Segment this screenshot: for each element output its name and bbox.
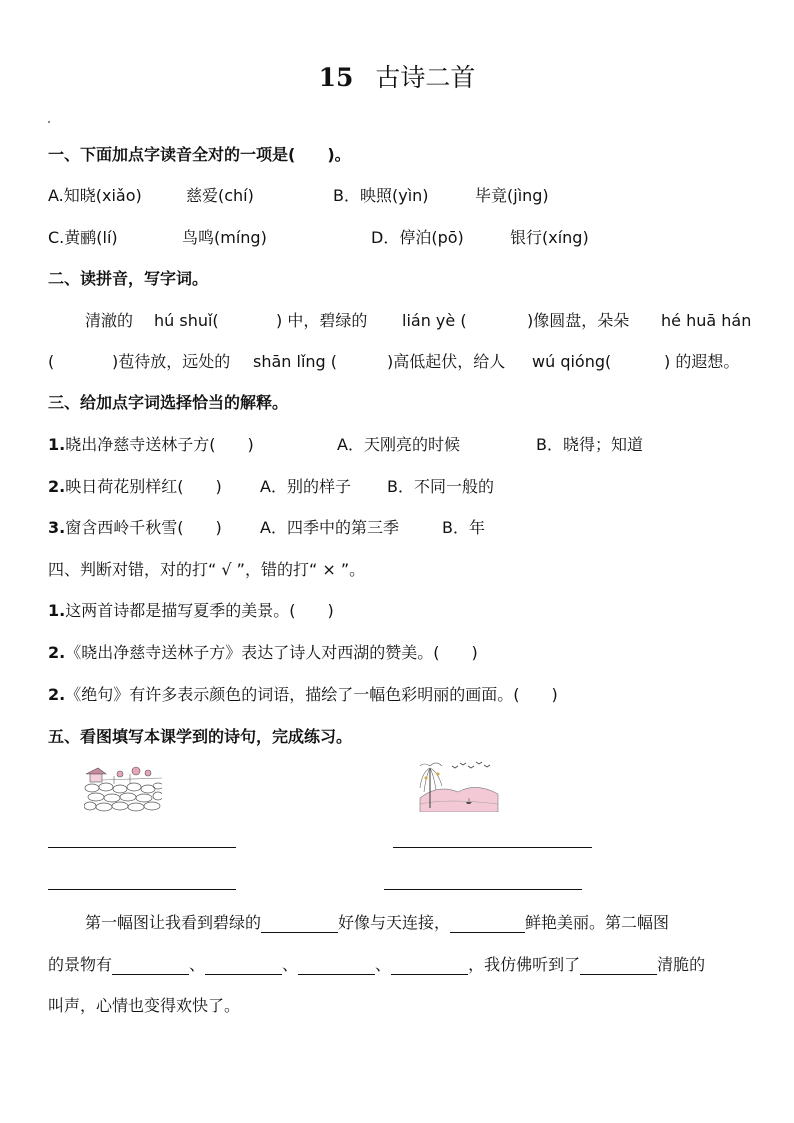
q2-line1-text3: )像圆盘，朵朵	[527, 311, 630, 330]
q5-para-sep-1: 、	[189, 955, 206, 974]
stray-dot	[48, 121, 50, 123]
q4-item-3	[48, 685, 558, 705]
q2-line2-text4: ) 的遐想。	[664, 352, 740, 371]
q4-item-3-num: 2.	[48, 685, 66, 704]
fill-blank-3[interactable]	[112, 956, 189, 975]
fill-blank-5[interactable]	[298, 956, 375, 975]
q3-item-2-text: 映日荷花别样红( )	[65, 477, 222, 496]
q2-pinyin-wuqiong: wú qióng(	[532, 352, 612, 371]
q3-item-2-num: 2.	[48, 477, 66, 496]
q5-para-line-3: 叫声，心情也变得欢快了。	[48, 996, 241, 1015]
q1-option-c: C.黄鹂(lí)	[48, 228, 118, 247]
poem-answer-line-4[interactable]	[384, 889, 582, 890]
q1-heading: 一、下面加点字读音全对的一项是( )。	[48, 145, 351, 164]
q3-item-2-option-a: A．别的样子	[260, 477, 351, 496]
q4-item-2-num: 2.	[48, 643, 66, 662]
q1-option-b-2: 毕竟(jìng)	[475, 186, 549, 205]
q4-item-1	[48, 601, 334, 621]
fill-blank-1[interactable]	[261, 914, 338, 933]
fill-blank-4[interactable]	[205, 956, 282, 975]
q3-item-2	[48, 477, 222, 497]
page-title	[0, 58, 794, 94]
q3-item-1	[48, 435, 254, 455]
q3-item-1-option-a: A．天刚亮的时候	[337, 435, 460, 454]
q1-option-a-2: 慈爱(chí)	[186, 186, 254, 205]
fill-blank-6[interactable]	[391, 956, 468, 975]
q3-heading: 三、给加点字词选择恰当的解释。	[48, 393, 289, 412]
q2-line1-text1: 清澈的	[85, 311, 134, 330]
q2-pinyin-lianye: lián yè (	[402, 311, 467, 330]
q2-pinyin-hushui: hú shuǐ(	[154, 311, 219, 330]
q5-para-line-2	[48, 955, 705, 975]
q3-item-3-num: 3.	[48, 518, 66, 537]
q2-pinyin-shanling: shān lǐng (	[253, 352, 338, 371]
q2-heading: 二、读拼音，写字词。	[48, 269, 209, 288]
q1-option-d: D．停泊(pō)	[371, 228, 464, 247]
fill-blank-2[interactable]	[450, 914, 525, 933]
lesson-number: 15	[318, 63, 354, 92]
q1-option-b: B．映照(yìn)	[333, 186, 429, 205]
q5-para-text-1: 第一幅图让我看到碧绿的	[85, 913, 262, 932]
q4-item-1-text: 这两首诗都是描写夏季的美景。( )	[65, 601, 334, 620]
q2-line2-text3: )高低起伏，给人	[387, 352, 506, 371]
q5-para-text-2: 好像与天连接，	[338, 913, 451, 932]
q2-line2-text1: (	[48, 352, 55, 371]
q2-pinyin-hehuahan: hé huā hán	[661, 311, 752, 330]
fill-blank-7[interactable]	[580, 956, 657, 975]
willow-river-picture	[418, 758, 500, 812]
poem-answer-line-1[interactable]	[48, 847, 236, 848]
q5-para-text-5: ，我仿佛听到了	[468, 955, 581, 974]
poem-answer-line-3[interactable]	[48, 889, 236, 890]
q3-item-3-option-a: A．四季中的第三季	[260, 518, 399, 537]
q1-option-d-2: 银行(xíng)	[510, 228, 589, 247]
q4-item-2-text: 《晓出净慈寺送林子方》表达了诗人对西湖的赞美。( )	[65, 643, 478, 662]
q3-item-2-option-b: B．不同一般的	[387, 477, 494, 496]
q2-line2-text2: )苞待放，远处的	[112, 352, 231, 371]
q1-option-a: A.知晓(xiǎo)	[48, 186, 142, 205]
q1-option-c-2: 鸟鸣(míng)	[182, 228, 267, 247]
q3-item-1-text: 晓出净慈寺送林子方( )	[65, 435, 254, 454]
q4-item-3-text: 《绝句》有许多表示颜色的词语，描绘了一幅色彩明丽的画面。( )	[65, 685, 558, 704]
q3-item-3-option-b: B．年	[442, 518, 485, 537]
q3-item-3-text: 窗含西岭千秋雪( )	[65, 518, 222, 537]
lesson-title: 古诗二首	[375, 63, 476, 92]
poem-answer-line-2[interactable]	[393, 847, 592, 848]
q4-item-2	[48, 643, 478, 663]
q5-heading: 五、看图填写本课学到的诗句，完成练习。	[48, 727, 353, 746]
q5-para-text-6: 清脆的	[657, 955, 706, 974]
q3-item-1-num: 1.	[48, 435, 66, 454]
q2-line1-text2: ) 中，碧绿的	[276, 311, 368, 330]
q4-heading: 四、判断对错，对的打“ √ ”，错的打“ × ”。	[48, 560, 366, 579]
q5-para-sep-3: 、	[375, 955, 392, 974]
q5-para-text-4: 的景物有	[48, 955, 113, 974]
q4-item-1-num: 1.	[48, 601, 66, 620]
q5-para-sep-2: 、	[282, 955, 299, 974]
q5-para-line-1	[85, 913, 669, 933]
lotus-pond-picture	[84, 762, 162, 812]
q5-para-text-3: 鲜艳美丽。第二幅图	[525, 913, 670, 932]
q3-item-3	[48, 518, 222, 538]
q3-item-1-option-b: B．晓得；知道	[536, 435, 643, 454]
